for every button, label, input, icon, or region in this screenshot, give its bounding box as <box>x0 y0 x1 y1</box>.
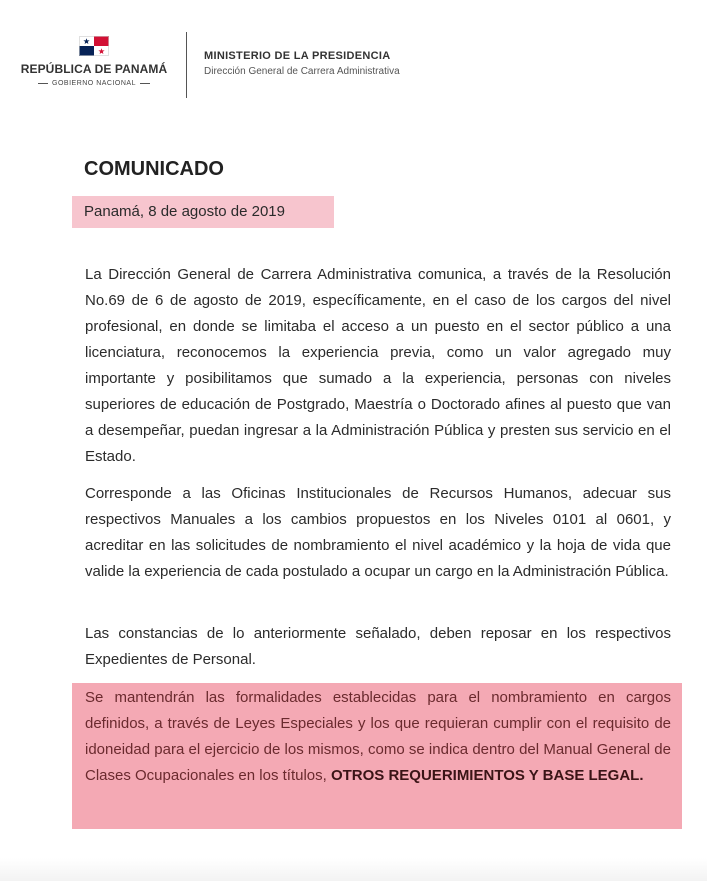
republic-logo-block <box>14 36 174 87</box>
header-divider <box>186 32 187 98</box>
divider-line <box>38 83 48 84</box>
highlighted-paragraph <box>85 685 671 789</box>
paragraph-2: Corresponde a las Oficinas Institucionales de Recursos Humanos, adecuar sus respectivos Manuales a los cambios propuestos en los Niveles 0101 al 0601, y acreditar en las solicitudes de nombramiento el nivel académico y la hoja de vida que valide la experiencia de cada postulado a ocupar un cargo en la Administración Pública. <box>85 485 671 580</box>
panama-flag-icon <box>79 36 109 56</box>
ministry-name: MINISTERIO DE LA PRESIDENCIA <box>204 50 391 62</box>
date-highlight <box>72 196 334 228</box>
document-title: COMUNICADO <box>84 158 224 180</box>
document-date: Panamá, 8 de agosto de 2019 <box>84 203 285 220</box>
highlighted-text: Se mantendrán las formalidades establecidas para el nombramiento en cargos definidos, a través de Leyes Especiales y los que requieran cumplir con el requisito de idoneidad para el ejercicio de los mismos, como se indica dentro del Manual General de Clases Ocupacionales en los títulos, <box>85 689 671 784</box>
ministry-block <box>204 50 400 77</box>
divider-line <box>140 83 150 84</box>
highlighted-bold-text: OTROS REQUERIMIENTOS Y BASE LEGAL. <box>330 767 644 784</box>
direction-name: Dirección General de Carrera Administrativa <box>204 66 400 77</box>
paragraph-3: Las constancias de lo anteriormente señalado, deben reposar en los respectivos Expedientes de Personal. <box>85 625 671 668</box>
republic-name: REPÚBLICA DE PANAMÁ <box>20 62 168 76</box>
page-bottom-edge <box>0 858 707 881</box>
letterhead <box>0 0 707 110</box>
government-label: GOBIERNO NACIONAL <box>52 80 136 87</box>
paragraph-1: La Dirección General de Carrera Administrativa comunica, a través de la Resolución No.69 de 6 de agosto de 2019, específicamente, en el caso de los cargos del nivel profesional, en donde se limitaba el acceso a un puesto en el sector público a una licenciatura, reconocemos la experiencia previa, como un valor agregado muy importante y posibilitamos que sumado a la experiencia, personas con niveles superiores de educación de Postgrado, Maestría o Doctorado afines al puesto que van a desempeñar, puedan ingresar a la Administración Pública y presten sus servicio en el Estado. <box>85 266 671 465</box>
